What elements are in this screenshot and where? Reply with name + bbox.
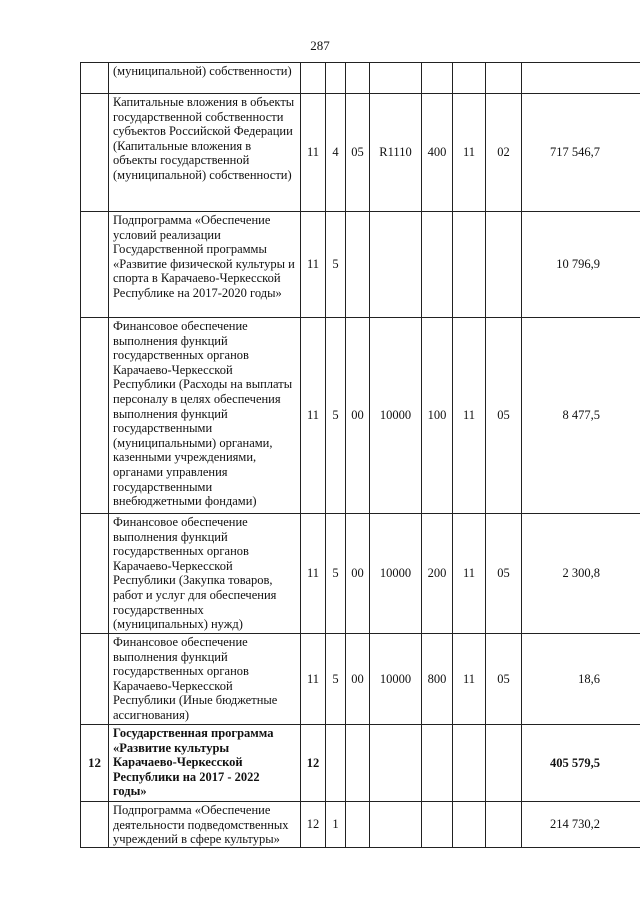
budget-table [80,62,640,848]
row-name: (муниципальной) собственности) [109,63,301,94]
code-cell: 11 [301,212,326,318]
code-cell: 11 [453,634,486,725]
code-cell: 00 [346,514,370,634]
code-cell: 5 [326,318,346,514]
code-cell: 12 [301,802,326,848]
code-cell [422,212,453,318]
code-cell [486,212,522,318]
code-cell [370,212,422,318]
row-name: Финансовое обеспечение выполнения функций государственных органов Карачаево-Черкесской Республики (Расходы на выплаты персоналу в целях обеспечения выполнения функций государственными (муниципальными) органами, казенными учреждениями, органами управления государственными внебюджетными фондами) [109,318,301,514]
row-name: Подпрограмма «Обеспечение деятельности подведомственных учреждений в сфере культуры» [109,802,301,848]
code-cell: 11 [453,514,486,634]
code-cell: 200 [422,514,453,634]
code-cell: 00 [346,634,370,725]
code-cell: 11 [301,634,326,725]
row-name: Подпрограмма «Обеспечение условий реализации Государственной программы «Развитие физической культуры и спорта в Карачаево-Черкесской Республике на 2017-2020 годы» [109,212,301,318]
code-cell: 11 [301,94,326,212]
code-cell [370,63,422,94]
row-number [81,514,109,634]
page-number: 287 [310,38,330,53]
code-cell [422,725,453,802]
code-cell [326,63,346,94]
table-row [81,634,640,725]
code-cell [346,63,370,94]
amount-cell: 8 477,5 [522,318,640,514]
code-cell: 800 [422,634,453,725]
code-cell: 11 [453,318,486,514]
row-number [81,318,109,514]
code-cell: 10000 [370,318,422,514]
amount-cell: 2 300,8 [522,514,640,634]
code-cell: 00 [346,318,370,514]
code-cell: 05 [486,634,522,725]
code-cell: 1 [326,802,346,848]
row-name: Финансовое обеспечение выполнения функций государственных органов Карачаево-Черкесской Республики (Закупка товаров, работ и услуг для обеспечения государственных (муниципальных) нужд) [109,514,301,634]
code-cell [453,802,486,848]
code-cell [370,725,422,802]
table-row [81,802,640,848]
amount-cell: 18,6 [522,634,640,725]
code-cell: 5 [326,634,346,725]
row-name: Капитальные вложения в объекты государственной собственности субъектов Российской Федерации (Капитальные вложения в объекты государственной (муниципальной) собственности) [109,94,301,212]
code-cell: R1110 [370,94,422,212]
amount-cell: 405 579,5 [522,725,640,802]
code-cell: 100 [422,318,453,514]
code-cell [370,802,422,848]
code-cell [453,212,486,318]
code-cell: 10000 [370,514,422,634]
code-cell [346,725,370,802]
code-cell [486,802,522,848]
amount-cell [522,63,640,94]
code-cell: 05 [486,514,522,634]
code-cell [301,63,326,94]
row-number [81,63,109,94]
code-cell [422,63,453,94]
row-name: Государственная программа «Развитие культуры Карачаево-Черкесской Республики на 2017 - 2022 годы» [109,725,301,802]
amount-cell: 717 546,7 [522,94,640,212]
table-row [81,63,640,94]
row-name: Финансовое обеспечение выполнения функций государственных органов Карачаево-Черкесской Республики (Иные бюджетные ассигнования) [109,634,301,725]
table-row [81,318,640,514]
code-cell: 5 [326,514,346,634]
amount-cell: 214 730,2 [522,802,640,848]
code-cell [486,63,522,94]
code-cell: 11 [301,318,326,514]
row-number [81,212,109,318]
amount-cell: 10 796,9 [522,212,640,318]
code-cell: 4 [326,94,346,212]
code-cell [422,802,453,848]
code-cell [346,212,370,318]
code-cell: 05 [346,94,370,212]
row-number [81,802,109,848]
row-number [81,634,109,725]
code-cell: 12 [301,725,326,802]
code-cell: 11 [301,514,326,634]
code-cell [326,725,346,802]
row-number [81,94,109,212]
row-number: 12 [81,725,109,802]
table-row [81,94,640,212]
table-row [81,212,640,318]
code-cell: 10000 [370,634,422,725]
code-cell [453,63,486,94]
code-cell: 400 [422,94,453,212]
code-cell: 5 [326,212,346,318]
table-row [81,514,640,634]
code-cell: 05 [486,318,522,514]
code-cell [453,725,486,802]
code-cell [486,725,522,802]
code-cell [346,802,370,848]
code-cell: 11 [453,94,486,212]
code-cell: 02 [486,94,522,212]
table-row [81,725,640,802]
